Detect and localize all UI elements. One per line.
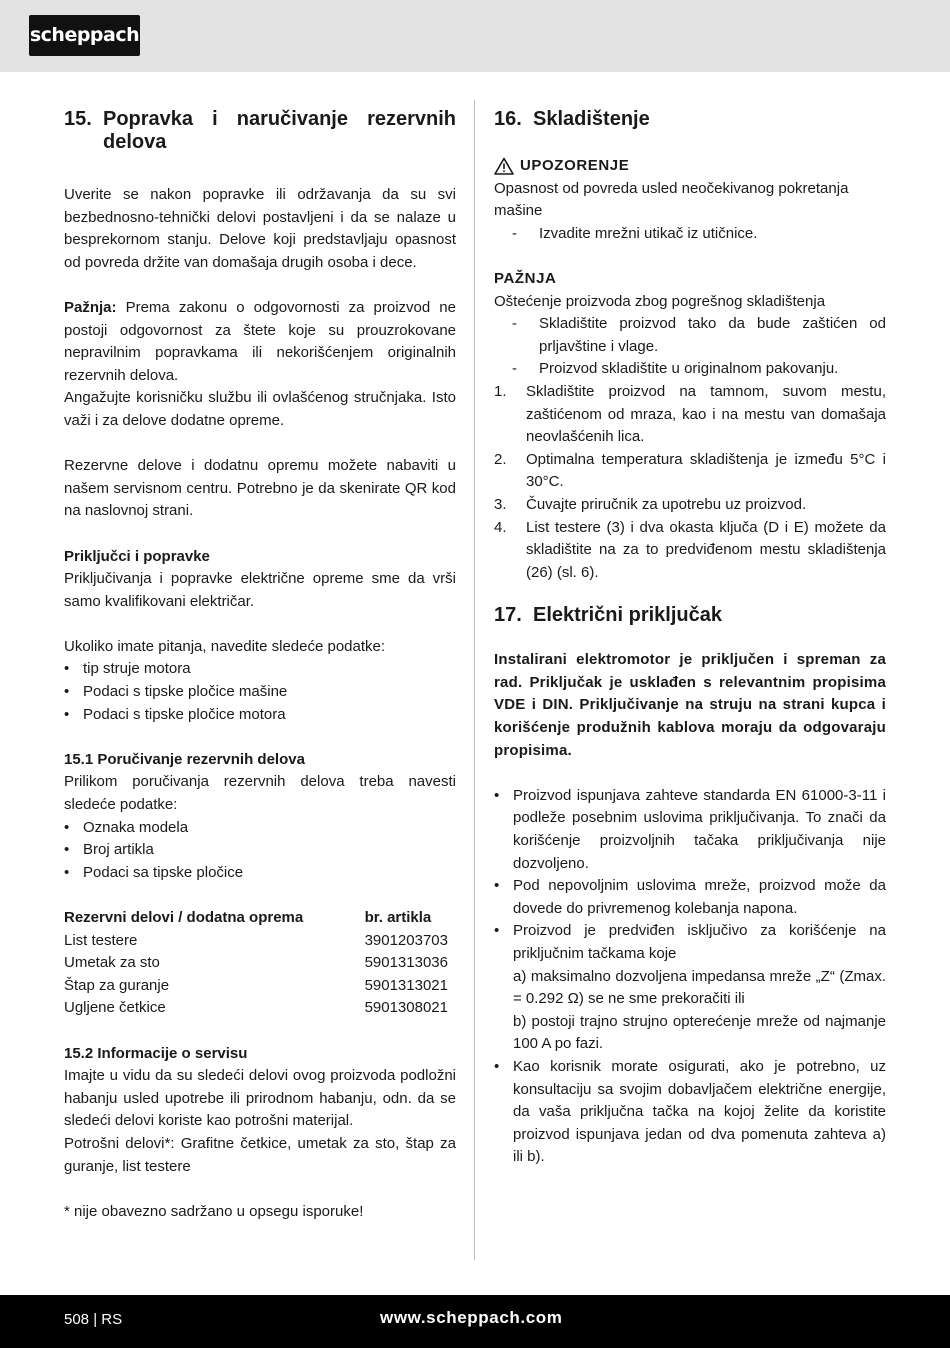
page-number: 508 | RS — [64, 1311, 123, 1328]
condition-a: a) maksimalno dozvoljena impedansa mreže „Z“ (Zmax. = 0.292 Ω) se ne sme prekoračiti ili — [513, 967, 886, 1008]
list-item: • tip struje motora — [64, 658, 456, 681]
subsection-15-1-heading: 15.1 Poručivanje rezervnih delova — [64, 750, 305, 768]
warning-heading — [494, 155, 886, 178]
table-cell-code: 5901313036 — [364, 954, 448, 972]
step-text: Skladištite proizvod na tamnom, suvom mestu, zaštićenom od mraza, kao i na mestu van domašaja neovlašćenih lica. — [526, 382, 886, 446]
list-item: • Broj artikla — [64, 839, 456, 862]
note-label: Pažnja: — [64, 298, 117, 316]
paragraph: Prilikom poručivanja rezervnih delova treba navesti sledeće podatke: — [64, 773, 456, 814]
warning-list — [494, 223, 886, 246]
electrical-list — [494, 785, 886, 1169]
step-number: 4. — [494, 518, 507, 536]
warning-title: UPOZORENJE — [520, 157, 630, 174]
section-number: 15. — [64, 108, 92, 130]
step-text: List testere (3) i dva okasta ključa (D i E) možete da skladištite na za to predviđenom mestu skladištenja (26) (sl. 6). — [526, 518, 886, 581]
table-header-code: br. artikla — [364, 909, 432, 926]
paragraph: Rezervne delove i dodatnu opremu možete nabaviti u našem servisnom centru. Potrebno je da skenirate QR kod na naslovnoj strani. — [64, 457, 456, 520]
list-item — [494, 517, 886, 585]
paragraph: Angažujte korisničku službu ili ovlašćenog stručnjaka. Isto važi i za delove dodatne opreme. — [64, 389, 456, 429]
paragraph: Priključivanja i popravke električne opreme sme da vrši samo kvalifikovani električar. — [64, 570, 456, 610]
subsection-15-2-heading: 15.2 Informacije o servisu — [64, 1044, 248, 1062]
condition-b: b) postoji trajno strujno opterećenje mreže od najmanje 100 A po fazi. — [513, 1012, 886, 1053]
note-text: Prema zakonu o odgovornosti za proizvod ne postoji odgovornost za štete koje su prouzrokovane nepravilnim popravkama ili nekorišćenjem originalnih rezervnih delova. — [64, 298, 456, 384]
header-bar — [0, 0, 950, 72]
attention-list — [494, 313, 886, 381]
list-item — [494, 381, 886, 449]
table-header-name: Rezervni delovi / dodatna oprema — [64, 909, 304, 926]
list-item: • Podaci sa tipske pločice — [64, 862, 456, 885]
section-number: 17. — [494, 604, 522, 627]
footer-bar — [0, 1295, 950, 1348]
footnote: * nije obavezno sadržano u opsegu isporuke! — [64, 1202, 364, 1220]
right-column — [494, 108, 886, 1169]
subheading: Priključci i popravke — [64, 547, 210, 565]
table-cell-code: 3901203703 — [364, 931, 448, 949]
step-text: Optimalna temperatura skladištenja je između 5°C i 30°C. — [526, 450, 886, 491]
list-item: • Pod nepovoljnim uslovima mreže, proizvod može da dovede do privremenog kolebanja napona. — [494, 875, 886, 920]
list-item: - Skladištite proizvod tako da bude zaštićen od prljavštine i vlage. — [494, 313, 886, 358]
list-item: - Proizvod skladištite u originalnom pakovanju. — [494, 358, 886, 381]
step-text: Čuvajte priručnik za upotrebu uz proizvod. — [526, 495, 807, 513]
paragraph: Ukoliko imate pitanja, navedite sledeće podatke: — [64, 637, 386, 655]
scheppach-logo: scheppach — [29, 15, 140, 56]
paragraph: Potrošni delovi*: Grafitne četkice, umetak za sto, štap za guranje, list testere — [64, 1134, 456, 1175]
step-number: 1. — [494, 382, 507, 400]
paragraph: Opasnost od povreda usled neočekivanog pokretanja mašine — [494, 179, 849, 220]
table-cell-name: Umetak za sto — [64, 954, 160, 972]
list-item — [494, 920, 886, 1056]
list-item: • Kao korisnik morate osigurati, ako je potrebno, uz konsultaciju sa svojim dobavljačem električne energije, da vaša priključna tačka na kojoj želite da koristite proizvod ispunjava jedan od dva pomenuta zahteva a) ili b). — [494, 1056, 886, 1169]
list-item: • Podaci s tipske pločice mašine — [64, 681, 456, 704]
step-number: 3. — [494, 495, 507, 513]
paragraph: Imajte u vidu da su sledeći delovi ovog proizvoda podložni habanju usled upotrebe ili prirodnom habanju, odn. da se sledeći delovi koriste kao potrošni materijal. — [64, 1067, 456, 1130]
questions-list — [64, 658, 456, 726]
order-data-list — [64, 817, 456, 885]
list-item: - Izvadite mrežni utikač iz utičnice. — [494, 223, 886, 246]
paragraph: Uverite se nakon popravke ili održavanja da su svi bezbednosno-tehnički delovi postavljeni i da se nalaze u besprekornom stanju. Delove koji predstavljaju opasnost od povreda držite van domašaja drugih osoba i dece. — [64, 186, 456, 271]
website-link[interactable]: www.scheppach.com — [380, 1308, 563, 1327]
list-item: • Oznaka modela — [64, 817, 456, 840]
table-cell-name: Ugljene četkice — [64, 999, 166, 1017]
section-15-heading — [64, 108, 456, 154]
list-item — [494, 449, 886, 494]
electrical-intro: Instalirani elektromotor je priključen i spreman za rad. Priključak je usklađen s relevantnim propisima VDE i DIN. Priključivanje na struju na strani kupca i korišćenje produžnih kablova moraju da odgovaraju propisima. — [494, 651, 886, 759]
section-17-heading — [494, 604, 886, 627]
table-cell-name: List testere — [64, 931, 138, 949]
attention-heading: PAŽNJA — [494, 269, 557, 287]
column-divider — [474, 100, 475, 1260]
section-title: Električni priključak — [533, 604, 722, 627]
section-number: 16. — [494, 108, 522, 130]
list-item-text: Proizvod je predviđen isključivo za korišćenje na priključnim tačkama koje — [513, 922, 886, 962]
table-cell-code: 5901313021 — [364, 976, 448, 994]
section-16-heading — [494, 108, 886, 131]
list-item: • Podaci s tipske pločice motora — [64, 704, 456, 727]
section-title: Popravka i naručivanje rezervnih delova — [103, 108, 456, 153]
paragraph: Oštećenje proizvoda zbog pogrešnog skladištenja — [494, 292, 826, 310]
left-column — [64, 108, 456, 1223]
warning-triangle-icon — [494, 157, 514, 175]
storage-steps — [494, 381, 886, 584]
section-title: Skladištenje — [533, 108, 650, 130]
table-cell-code: 5901308021 — [364, 999, 448, 1017]
list-item — [494, 494, 886, 517]
liability-note — [64, 297, 456, 387]
spare-parts-table — [64, 907, 456, 1020]
list-item: • Proizvod ispunjava zahteve standarda EN 61000-3-11 i podleže posebnim uslovima priključivanja. To znači da korišćenje proizvoljnih tačaka priključivanja nije dozvoljeno. — [494, 785, 886, 875]
step-number: 2. — [494, 450, 507, 468]
table-cell-name: Štap za guranje — [64, 976, 170, 994]
